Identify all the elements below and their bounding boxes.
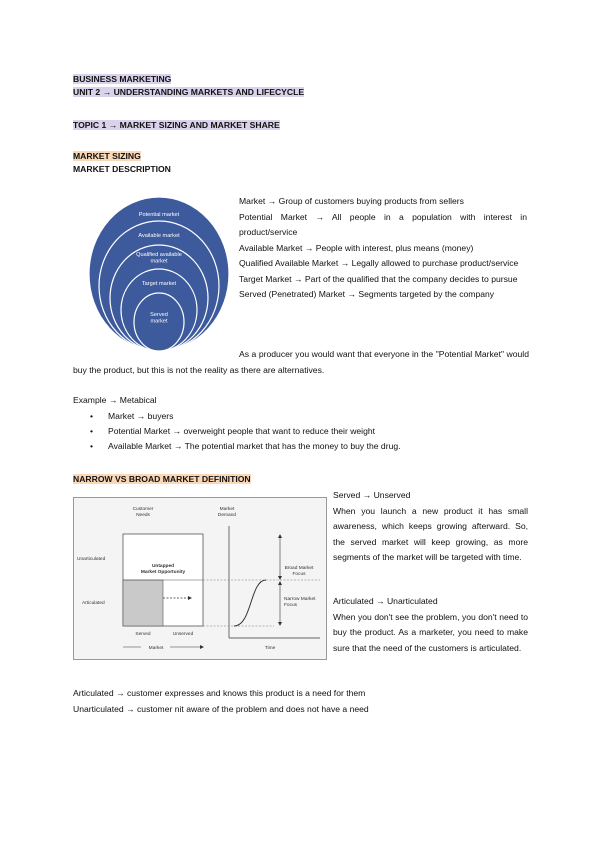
circle-label-target: Target market	[141, 281, 177, 287]
fig-articulated-label: Articulated	[82, 601, 105, 606]
articulated-text: When you don't see the problem, you don't need to buy the product. As a marketer, you need to make sure that the need of the customers is articulated.	[333, 611, 528, 653]
fig-served-label: Served	[135, 632, 151, 637]
section-title: MARKET SIZING	[73, 151, 141, 161]
footer-articulated: Articulated → customer expresses and knows this product is a need for them	[73, 688, 366, 698]
circle-label-potential: Potential market	[138, 212, 180, 218]
fig-unarticulated-label: Unarticulated	[77, 557, 106, 562]
fig-time-axis-label: Time	[264, 646, 276, 651]
fig-narrow-focus-label: Narrow Market Focus	[284, 597, 316, 608]
definition-target: Target Market → Part of the qualified that the company decides to pursue	[239, 273, 518, 284]
list-item: • Potential Market → overweight people that want to reduce their weight	[73, 424, 533, 439]
unit-title: UNIT 2 → UNDERSTANDING MARKETS AND LIFECYCLE	[73, 87, 305, 97]
fig-customer-needs-label: Customer Needs	[132, 507, 154, 518]
circle-label-qualified: Qualified available market	[136, 252, 182, 265]
served-title: Served → Unserved	[333, 490, 411, 500]
definition-market: Market → Group of customers buying products from sellers	[239, 196, 464, 206]
producer-paragraph: As a producer you would want that everyone in the "Potential Market" would buy the product, but this is not the reality as there are alternatives.	[73, 349, 529, 375]
circle-label-available: Available market	[138, 233, 180, 239]
subsection-title: MARKET DESCRIPTION	[73, 164, 171, 174]
definition-potential: Potential Market → All people in a population with interest in product/service	[239, 211, 527, 237]
fig-market-demand-label: Market Demand	[217, 507, 237, 518]
topic-title: TOPIC 1 → MARKET SIZING AND MARKET SHARE	[73, 120, 280, 130]
articulated-title: Articulated → Unarticulated	[333, 596, 438, 606]
example-title: Example → Metabical	[73, 395, 157, 405]
fig-untapped-label: Untapped Market Opportunity	[140, 564, 186, 575]
market-definition-figure	[73, 497, 327, 660]
definition-qualified: Qualified Available Market → Legally allowed to purchase product/service	[239, 258, 519, 268]
footer-unarticulated: Unarticulated → customer nit aware of the problem and does not have a need	[73, 703, 369, 714]
fig-unserved-label: Unserved	[172, 632, 194, 637]
list-item: • Available Market → The potential market that has the money to buy the drug.	[73, 439, 533, 454]
articulated-block	[333, 594, 528, 656]
definitions-block	[239, 194, 527, 303]
circle-label-served: Served market	[150, 312, 168, 325]
fig-market-axis-label: Market	[148, 646, 164, 651]
market-circles-diagram	[88, 196, 230, 352]
definition-available: Available Market → People with interest, plus means (money)	[239, 242, 474, 253]
definition-served: Served (Penetrated) Market → Segments targeted by the company	[239, 289, 495, 299]
list-item: • Market → buyers	[73, 409, 533, 424]
served-text: When you launch a new product it has small awareness, which keeps growing afterward. So, the served market will keep growing, as more segments of the market will be targeted with time.	[333, 505, 528, 562]
doc-title: BUSINESS MARKETING	[73, 74, 172, 84]
example-list	[73, 409, 533, 454]
fig-broad-focus-label: Broad Market Focus	[284, 566, 314, 577]
narrow-broad-title: NARROW VS BROAD MARKET DEFINITION	[73, 474, 251, 484]
served-block	[333, 488, 528, 566]
